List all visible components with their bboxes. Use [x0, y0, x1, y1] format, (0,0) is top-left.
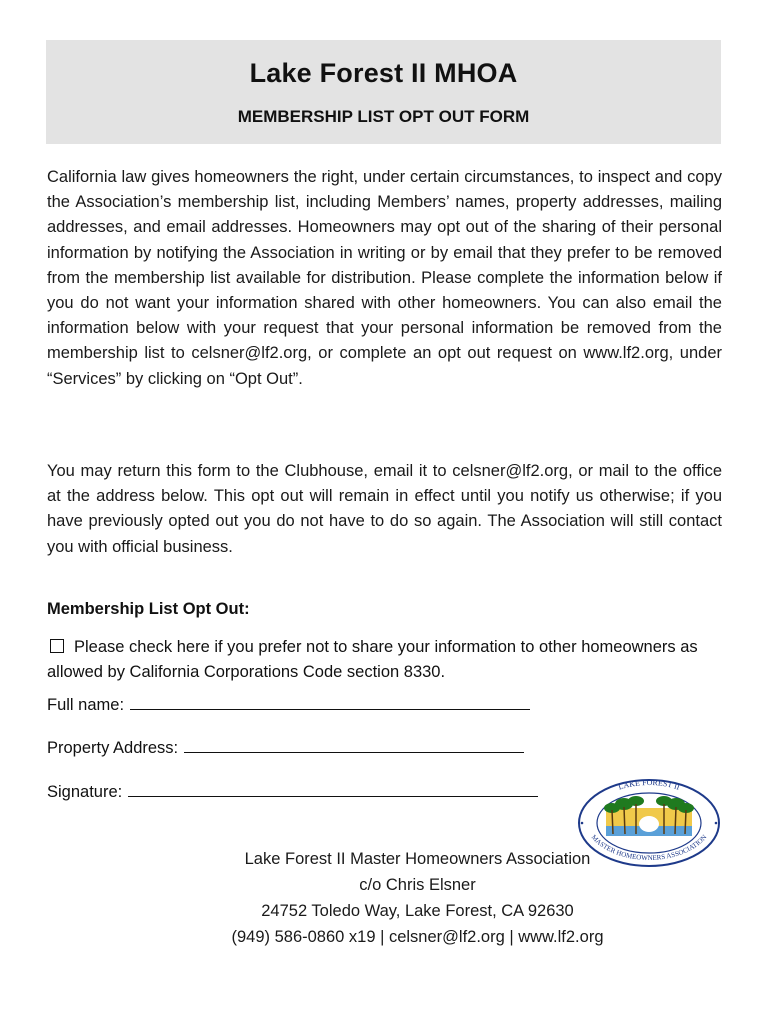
property-address-label: Property Address:: [47, 739, 179, 757]
form-subtitle: MEMBERSHIP LIST OPT OUT FORM: [237, 107, 530, 126]
page-title: Lake Forest II MHOA: [249, 58, 518, 88]
return-instructions-paragraph: You may return this form to the Clubhouse, email it to celsner@lf2.org, or mail to the office at the address below. This opt out will remain in effect until you notify us otherwise; if you have previously opted out you do not have to do so again. The Association will still contact you with official business.: [47, 462, 722, 556]
full-name-field: [47, 695, 530, 715]
signature-label: Signature:: [47, 783, 123, 801]
opt-out-checkbox-row: [47, 635, 722, 685]
contact-footer: [150, 846, 685, 950]
form-header: [46, 40, 721, 144]
footer-address: 24752 Toledo Way, Lake Forest, CA 92630: [261, 902, 574, 920]
footer-org-name: Lake Forest II Master Homeowners Association: [244, 850, 591, 868]
signature-field: [47, 782, 538, 802]
svg-text:MASTER HOMEOWNERS ASSOCIATION: MASTER HOMEOWNERS ASSOCIATION: [589, 833, 709, 863]
opt-out-checkbox-label: Please check here if you prefer not to share your information to other homeowners as allowed by California Corporations Code section 8330.: [47, 638, 698, 681]
full-name-label: Full name:: [47, 696, 125, 714]
signature-input-line[interactable]: [128, 782, 538, 797]
opt-out-checkbox[interactable]: [50, 639, 64, 653]
property-address-field: [47, 738, 524, 758]
footer-care-of: c/o Chris Elsner: [359, 876, 476, 894]
opt-out-section-title: Membership List Opt Out:: [47, 600, 250, 618]
intro-paragraph: California law gives homeowners the right, under certain circumstances, to inspect and copy the Association’s membership list, including Members’ names, property addresses, mailing addresses, and email addresses. Homeowners may opt out of the sharing of their personal information by notifying the Association in writing or by email that they prefer to be removed from the membership list available for distribution. Please complete the information below if you do not want your information shared with other homeowners. You can also email the information below with your request that your personal information be removed from the membership list to celsner@lf2.org, or complete an opt out request on www.lf2.org, under “Services” by clicking on “Opt Out”.: [47, 168, 722, 388]
footer-contact: (949) 586-0860 x19 | celsner@lf2.org | www.lf2.org: [231, 928, 604, 946]
full-name-input-line[interactable]: [130, 695, 530, 710]
property-address-input-line[interactable]: [184, 738, 524, 753]
svg-text:LAKE FOREST II: LAKE FOREST II: [617, 778, 681, 792]
